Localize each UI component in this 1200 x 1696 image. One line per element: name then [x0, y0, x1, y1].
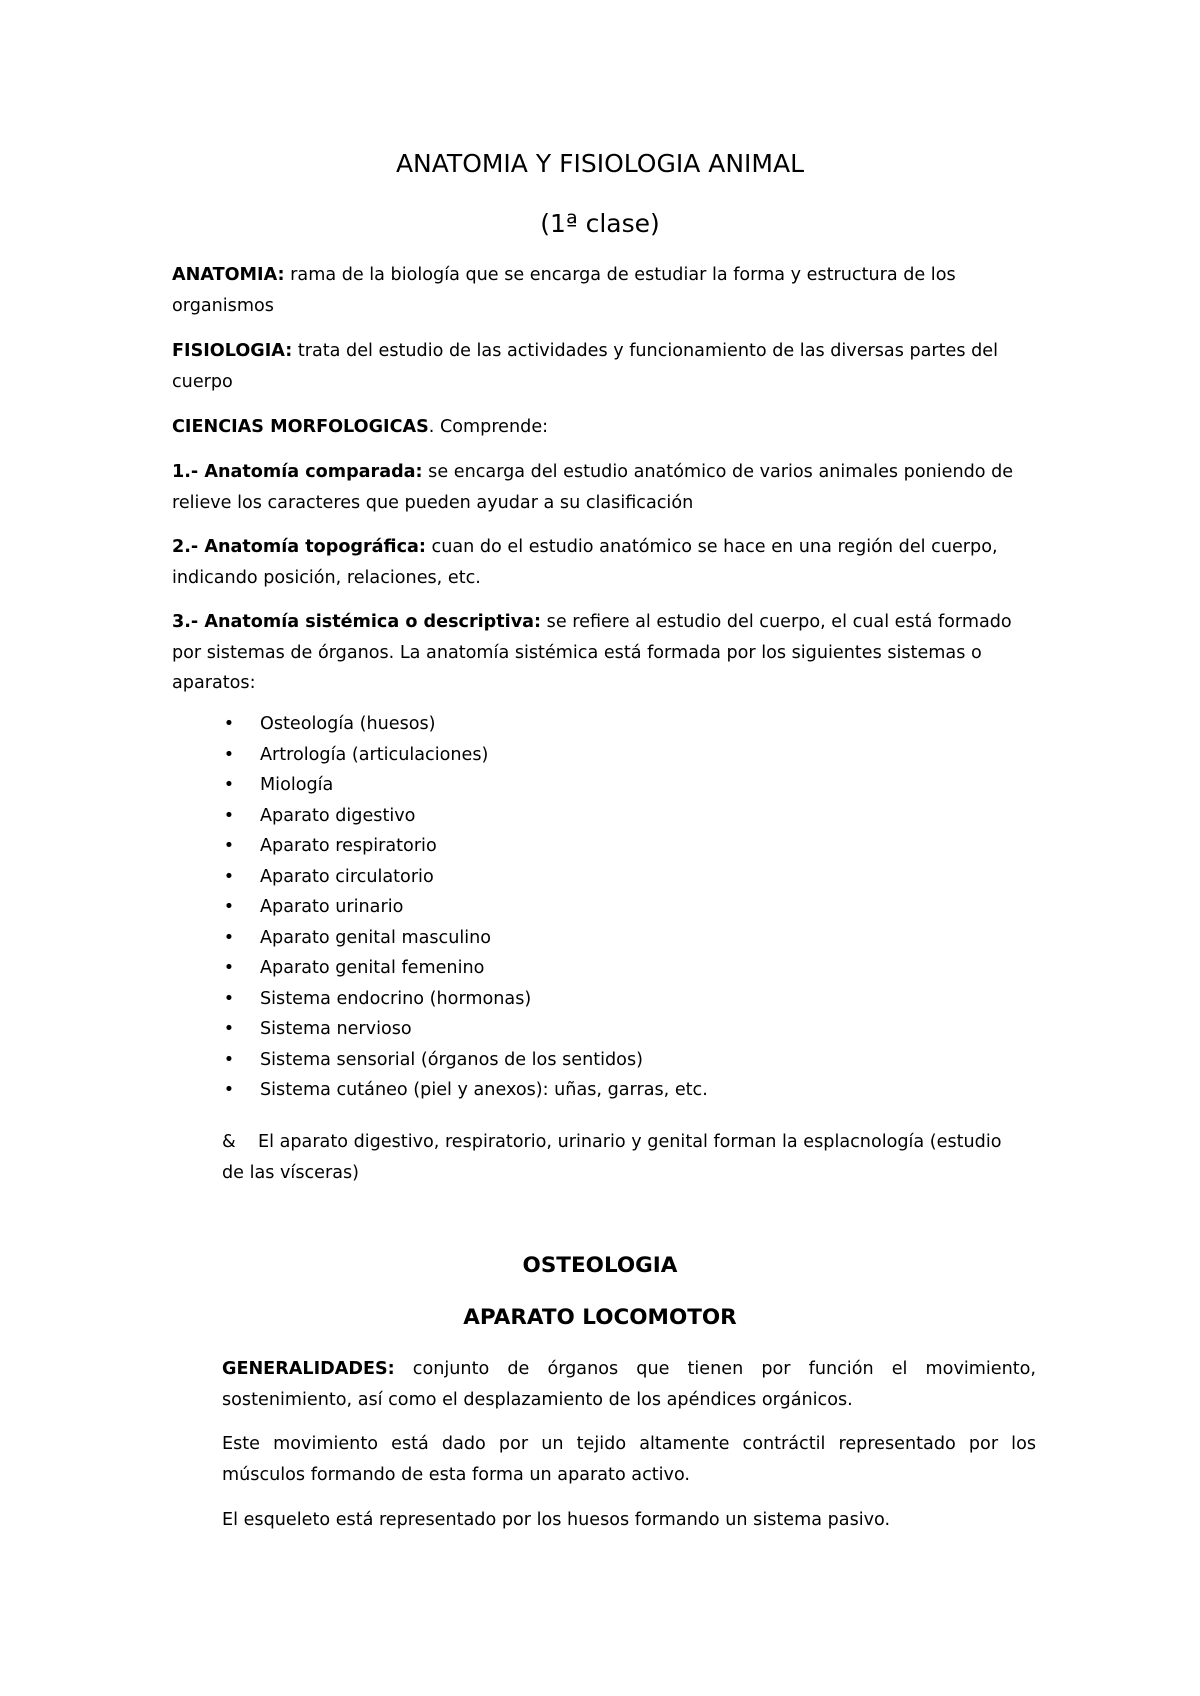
anatomia-term: ANATOMIA:	[172, 265, 285, 285]
item-anatomia-topografica	[172, 532, 998, 593]
fisiologia-term: FISIOLOGIA:	[172, 341, 293, 361]
esplacnologia-note	[222, 1127, 1002, 1188]
anatomia-def-1: rama de la biología que se encarga de estudiar la forma y estructura de los	[284, 265, 956, 285]
list-item	[222, 923, 708, 954]
systems-list	[222, 709, 708, 1106]
document-subtitle: (1ª clase)	[540, 209, 660, 238]
anatomia-definition	[172, 260, 956, 321]
item-anatomia-sistemica	[172, 607, 1012, 699]
movimiento-line-1: Este movimiento está dado por un tejido altamente contráctil representado por los	[222, 1434, 1036, 1454]
section-title: OSTEOLOGIA	[522, 1253, 678, 1278]
item1-line-1: se encarga del estudio anatómico de varios animales poniendo de	[422, 462, 1014, 482]
list-item	[222, 801, 708, 832]
generalidades-line-1	[222, 1354, 1036, 1385]
bullet-icon: •	[223, 1049, 235, 1070]
list-item-text: Aparato urinario	[260, 897, 404, 917]
generalidades-paragraph	[222, 1354, 1036, 1415]
list-item-text: Aparato digestivo	[260, 805, 416, 826]
bullet-icon: •	[223, 897, 235, 917]
item3-line-2: por sistemas de órganos. La anatomía sistémica está formada por los siguientes sistemas o	[172, 642, 982, 663]
bullet-icon: •	[223, 805, 235, 826]
generalidades-term: GENERALIDADES:	[222, 1359, 395, 1379]
ampersand-icon: &	[222, 1132, 236, 1152]
note-line-2: de las vísceras)	[222, 1162, 360, 1183]
bullet-icon: •	[223, 836, 235, 856]
item1-line-2: relieve los caracteres que pueden ayudar a su clasificación	[172, 492, 694, 513]
bullet-icon: •	[223, 1019, 235, 1039]
item3-line-3: aparatos:	[172, 673, 256, 693]
fisiologia-line-1	[172, 336, 998, 367]
fisiologia-def-2: cuerpo	[172, 371, 233, 392]
ciencias-term: CIENCIAS MORFOLOGICAS	[172, 417, 429, 437]
list-item-text: Miología	[260, 775, 334, 795]
ciencias-morfologicas	[172, 412, 548, 443]
bullet-icon: •	[223, 714, 235, 734]
list-item	[222, 984, 708, 1015]
list-item	[222, 1045, 708, 1076]
movimiento-paragraph	[222, 1429, 1036, 1490]
list-item	[222, 770, 708, 801]
list-item	[222, 1014, 708, 1045]
list-item-text: Aparato genital femenino	[260, 958, 485, 978]
bullet-icon: •	[223, 775, 235, 795]
list-item	[222, 831, 708, 862]
item2-line-2: indicando posición, relaciones, etc.	[172, 567, 481, 588]
bullet-icon: •	[223, 958, 235, 978]
list-item-text: Sistema sensorial (órganos de los sentidos)	[260, 1049, 643, 1070]
bullet-icon: •	[223, 1080, 235, 1100]
list-item	[222, 1075, 708, 1106]
list-item	[222, 862, 708, 893]
list-item-text: Artrología (articulaciones)	[260, 744, 489, 765]
bullet-icon: •	[223, 744, 235, 765]
bullet-icon: •	[223, 866, 235, 887]
list-item-text: Sistema nervioso	[260, 1019, 412, 1039]
document-title: ANATOMIA Y FISIOLOGIA ANIMAL	[395, 149, 805, 178]
list-item-text: Sistema cutáneo (piel y anexos): uñas, garras, etc.	[260, 1080, 708, 1100]
list-item-text: Aparato genital masculino	[260, 927, 492, 948]
section-subtitle: APARATO LOCOMOTOR	[463, 1305, 737, 1330]
fisiologia-definition	[172, 336, 998, 397]
movimiento-line-2: músculos formando de esta forma un aparato activo.	[222, 1464, 691, 1485]
item1-term: 1.- Anatomía comparada:	[172, 462, 423, 482]
generalidades-line-2: sostenimiento, así como el desplazamiento de los apéndices orgánicos.	[222, 1389, 853, 1410]
anatomia-def-2: organismos	[172, 295, 274, 316]
item-anatomia-comparada	[172, 457, 1013, 518]
anatomia-line-1	[172, 260, 956, 291]
bullet-icon: •	[223, 988, 235, 1009]
bullet-icon: •	[223, 927, 235, 948]
list-item-text: Aparato circulatorio	[260, 866, 434, 887]
list-item	[222, 892, 708, 923]
list-item	[222, 740, 708, 771]
list-item	[222, 953, 708, 984]
item3-line-1: se refiere al estudio del cuerpo, el cual está formado	[541, 612, 1012, 632]
item2-term: 2.- Anatomía topográfica:	[172, 537, 426, 557]
list-item-text: Sistema endocrino (hormonas)	[260, 988, 532, 1009]
item3-term: 3.- Anatomía sistémica o descriptiva:	[172, 612, 542, 632]
esqueleto-paragraph: El esqueleto está representado por los huesos formando un sistema pasivo.	[222, 1510, 891, 1530]
fisiologia-def-1: trata del estudio de las actividades y funcionamiento de las diversas partes del	[292, 341, 999, 361]
list-item	[222, 709, 708, 740]
generalidades-text-1: conjunto de órganos que tienen por función el movimiento,	[394, 1359, 1036, 1379]
list-item-text: Osteología (huesos)	[260, 714, 436, 734]
note-line-1: El aparato digestivo, respiratorio, urinario y genital forman la esplacnología (estudio	[258, 1132, 1002, 1152]
item2-line-1: cuan do el estudio anatómico se hace en una región del cuerpo,	[425, 537, 998, 557]
ciencias-rest: . Comprende:	[428, 417, 549, 437]
list-item-text: Aparato respiratorio	[260, 836, 437, 856]
